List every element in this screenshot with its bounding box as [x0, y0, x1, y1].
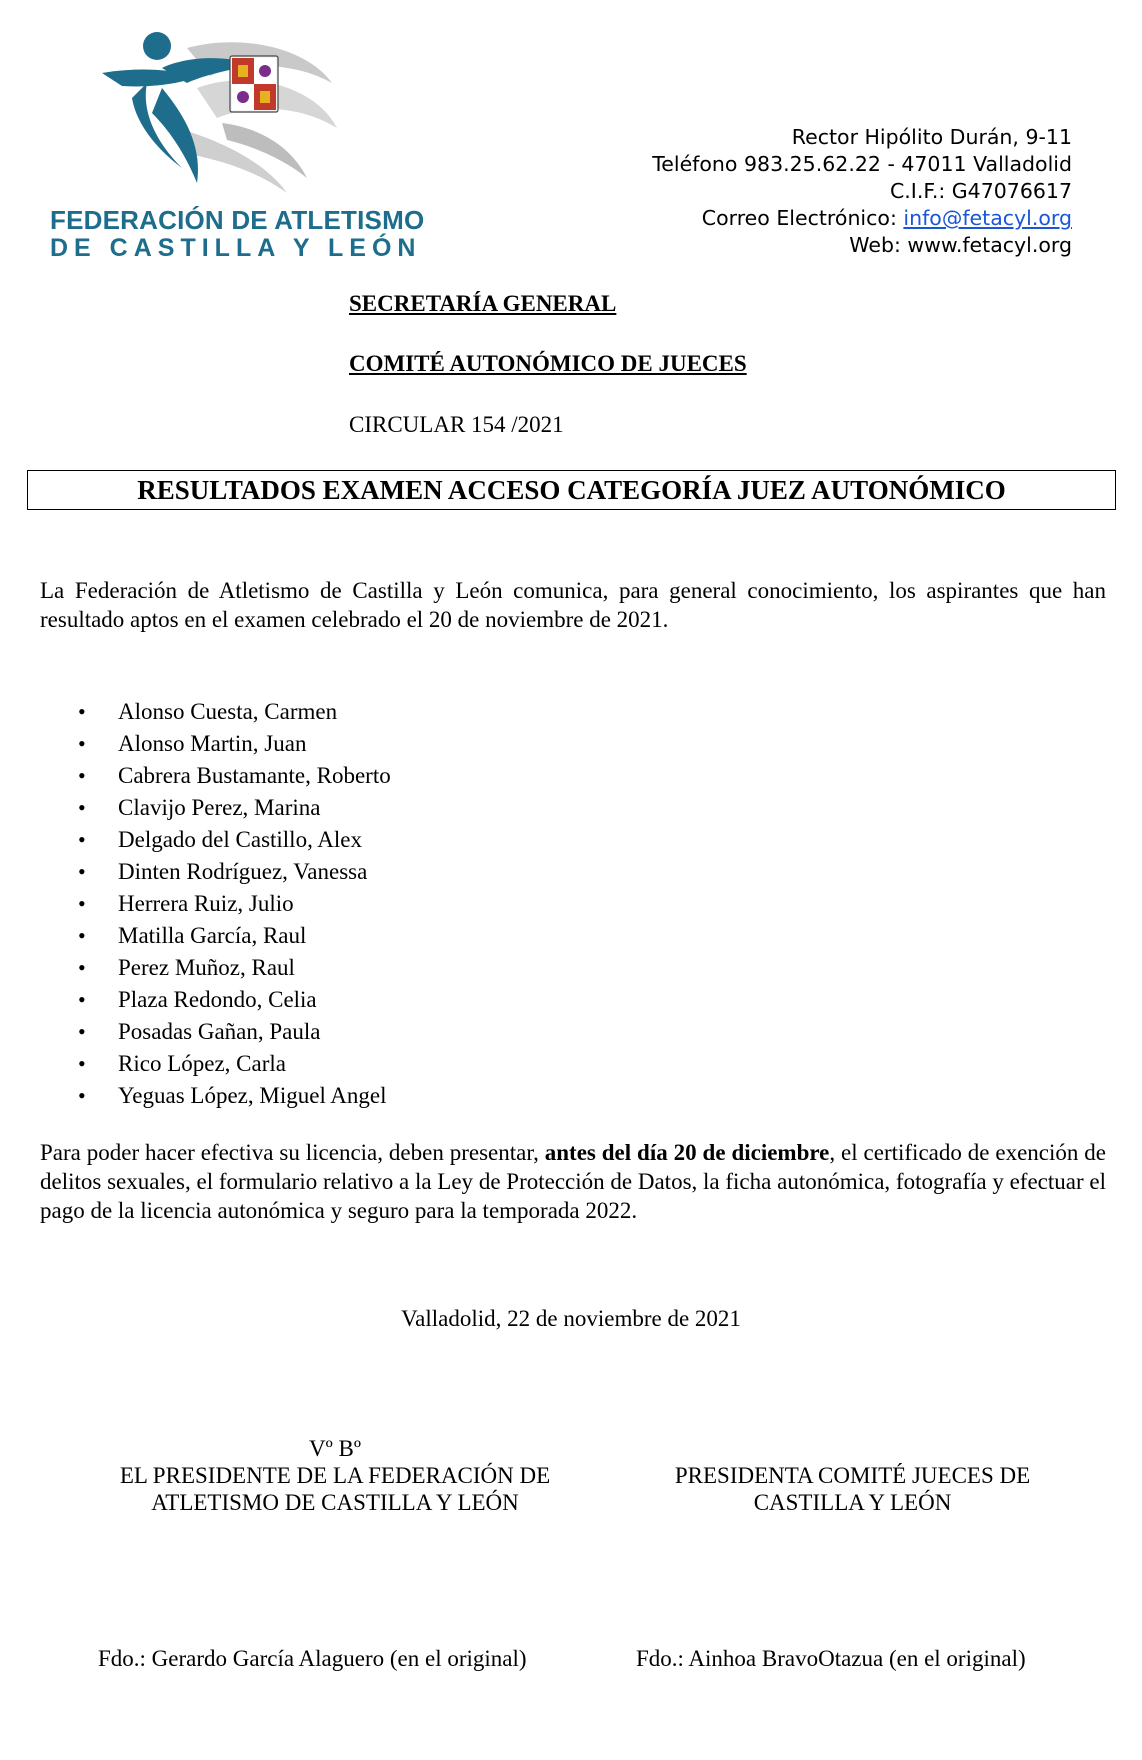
list-item: • Perez Muñoz, Raul [78, 952, 391, 984]
licence-text-part1: Para poder hacer efectiva su licencia, deben presentar, [40, 1140, 545, 1165]
phone: Teléfono 983.25.62.22 - 47011 Valladolid [652, 152, 1072, 176]
document-title: RESULTADOS EXAMEN ACCESO CATEGORÍA JUEZ AUTONÓMICO [137, 474, 1006, 505]
signed-by-president: Fdo.: Gerardo García Alaguero (en el original) [98, 1646, 527, 1671]
signature-title-line1: PRESIDENTA COMITÉ JUECES DE [674, 1463, 1031, 1488]
federation-logo [42, 28, 425, 263]
web: Web: www.fetacyl.org [849, 233, 1072, 257]
signature-title-line2: ATLETISMO DE CASTILLA Y LEÓN [151, 1490, 519, 1515]
list-item: • Alonso Cuesta, Carmen [78, 696, 391, 728]
list-item: • Herrera Ruiz, Julio [78, 888, 391, 920]
list-item: • Yeguas López, Miguel Angel [78, 1080, 391, 1112]
list-item: • Clavijo Perez, Marina [78, 792, 391, 824]
place-date: Valladolid, 22 de noviembre de 2021 [401, 1306, 741, 1331]
licence-paragraph [40, 1138, 1106, 1225]
list-item: • Cabrera Bustamante, Roberto [78, 760, 391, 792]
visto-bueno: Vº Bº [309, 1436, 361, 1461]
contact-info [652, 124, 1072, 259]
list-item: • Posadas Gañan, Paula [78, 1016, 391, 1048]
signature-title-line1: EL PRESIDENTE DE LA FEDERACIÓN DE [119, 1463, 551, 1488]
logo-org-name-line2: DE CASTILLA Y LEÓN [50, 234, 422, 262]
logo-org-name-line1: FEDERACIÓN DE ATLETISMO [50, 205, 425, 235]
signature-title-line2: CASTILLA Y LEÓN [753, 1490, 952, 1515]
secretaria-heading: SECRETARÍA GENERAL [349, 291, 617, 316]
candidate-list [78, 696, 391, 1112]
email-link[interactable]: info@fetacyl.org [903, 206, 1072, 230]
cif: C.I.F.: G47076617 [889, 179, 1072, 203]
list-item: • Delgado del Castillo, Alex [78, 824, 391, 856]
list-item: • Plaza Redondo, Celia [78, 984, 391, 1016]
signed-by-committee-president: Fdo.: Ainhoa BravoOtazua (en el original) [636, 1646, 1026, 1671]
signature-block-committee [620, 1462, 1085, 1516]
intro-paragraph: La Federación de Atletismo de Castilla y León comunica, para general conocimiento, los aspirantes que han resultado aptos en el examen celebrado el 20 de noviembre de 2021. [40, 578, 1106, 632]
list-item: • Dinten Rodríguez, Vanessa [78, 856, 391, 888]
list-item: • Rico López, Carla [78, 1048, 391, 1080]
email-line [652, 205, 1072, 232]
address: Rector Hipólito Durán, 9-11 [791, 125, 1072, 149]
email-label: Correo Electrónico: [701, 206, 904, 230]
circular-number: CIRCULAR 154 /2021 [349, 412, 564, 437]
comite-heading: COMITÉ AUTONÓMICO DE JUECES [349, 351, 747, 376]
signature-block-president [40, 1435, 630, 1516]
list-item: • Alonso Martin, Juan [78, 728, 391, 760]
licence-text-part2: , el certificado de exención de delitos sexuales, el formulario relativo a la Ley de Protección de Datos, la ficha autonómica, fotografía y efectuar el pago de la licencia autonómica y seguro para la temporada 2022. [40, 1140, 1107, 1223]
runner-logo-icon [92, 28, 372, 208]
title-box [27, 470, 1116, 510]
list-item: • Matilla García, Raul [78, 920, 391, 952]
deadline-bold: antes del día 20 de diciembre [544, 1140, 830, 1165]
